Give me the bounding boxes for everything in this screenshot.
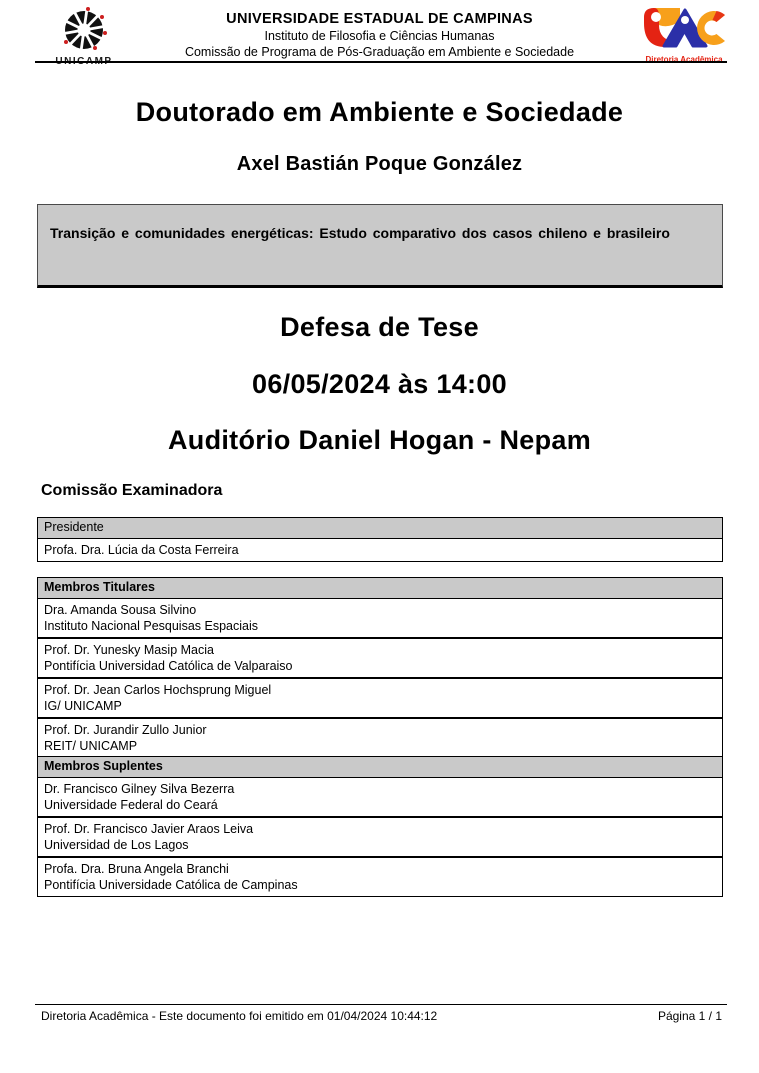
unicamp-logo-label: UNICAMP (55, 56, 113, 67)
event-type: Defesa de Tese (280, 312, 479, 342)
letterhead (130, 11, 629, 59)
committee-group-header: Presidente (38, 518, 722, 539)
member-affiliation: Universidad de Los Lagos (44, 838, 189, 852)
committee-member-row (38, 679, 722, 719)
member-affiliation: Universidade Federal do Ceará (44, 798, 218, 812)
committee-member-row (38, 858, 722, 896)
member-affiliation: IG/ UNICAMP (44, 699, 122, 713)
committee-member-row (38, 639, 722, 679)
committee-group-suplentes (37, 756, 723, 897)
commission-name: Comissão de Programa de Pós-Graduação em Ambiente e Sociedade (184, 45, 575, 59)
committee-group-presidente (37, 517, 723, 562)
committee-member-row (38, 599, 722, 639)
member-affiliation: Pontifícia Universidade Católica de Campinas (44, 878, 298, 892)
member-affiliation: Pontifícia Universidad Católica de Valparaiso (44, 659, 293, 673)
member-name: Prof. Dr. Jurandir Zullo Junior (44, 723, 207, 737)
institute-name: Instituto de Filosofia e Ciências Humanas (264, 29, 495, 43)
unicamp-logo (46, 7, 122, 67)
committee-group-titulares (37, 577, 723, 758)
dac-emblem-icon (640, 37, 728, 54)
member-affiliation: REIT/ UNICAMP (44, 739, 138, 753)
dac-logo (636, 6, 732, 64)
member-affiliation: Instituto Nacional Pesquisas Espaciais (44, 619, 259, 633)
committee-group-header: Membros Titulares (38, 578, 722, 599)
committee-section-title: Comissão Examinadora (41, 482, 223, 499)
university-name: UNIVERSIDADE ESTADUAL DE CAMPINAS (226, 11, 533, 27)
member-name: Profa. Dra. Lúcia da Costa Ferreira (44, 543, 239, 557)
committee-member-row (38, 719, 722, 757)
unicamp-emblem-icon (49, 40, 119, 57)
dac-logo-label: Diretoria Acadêmica (645, 55, 723, 64)
thesis-title-box (37, 204, 723, 288)
member-name: Dra. Amanda Sousa Silvino (44, 603, 197, 617)
footer-emission-note: Diretoria Acadêmica - Este documento foi emitido em 01/04/2024 10:44:12 (41, 1009, 438, 1023)
member-name: Prof. Dr. Francisco Javier Araos Leiva (44, 822, 254, 836)
committee-group-header: Membros Suplentes (38, 757, 722, 778)
committee-member-row (38, 539, 722, 561)
event-datetime: 06/05/2024 às 14:00 (252, 369, 507, 399)
program-title: Doutorado em Ambiente e Sociedade (135, 97, 624, 127)
thesis-title: Transição e comunidades energéticas: Estudo comparativo dos casos chileno e brasileiro (50, 225, 670, 241)
footer-page-indicator: Página 1 / 1 (657, 1009, 722, 1023)
member-name: Prof. Dr. Yunesky Masip Macia (44, 643, 214, 657)
event-location: Auditório Daniel Hogan - Nepam (167, 425, 592, 455)
committee-member-row (38, 818, 722, 858)
member-name: Profa. Dra. Bruna Angela Branchi (44, 862, 229, 876)
committee-member-row (38, 778, 722, 818)
candidate-name: Axel Bastián Poque González (236, 153, 523, 175)
header-divider (35, 61, 727, 63)
member-name: Dr. Francisco Gilney Silva Bezerra (44, 782, 235, 796)
member-name: Prof. Dr. Jean Carlos Hochsprung Miguel (44, 683, 272, 697)
footer (41, 1009, 722, 1023)
footer-divider (35, 1004, 727, 1005)
